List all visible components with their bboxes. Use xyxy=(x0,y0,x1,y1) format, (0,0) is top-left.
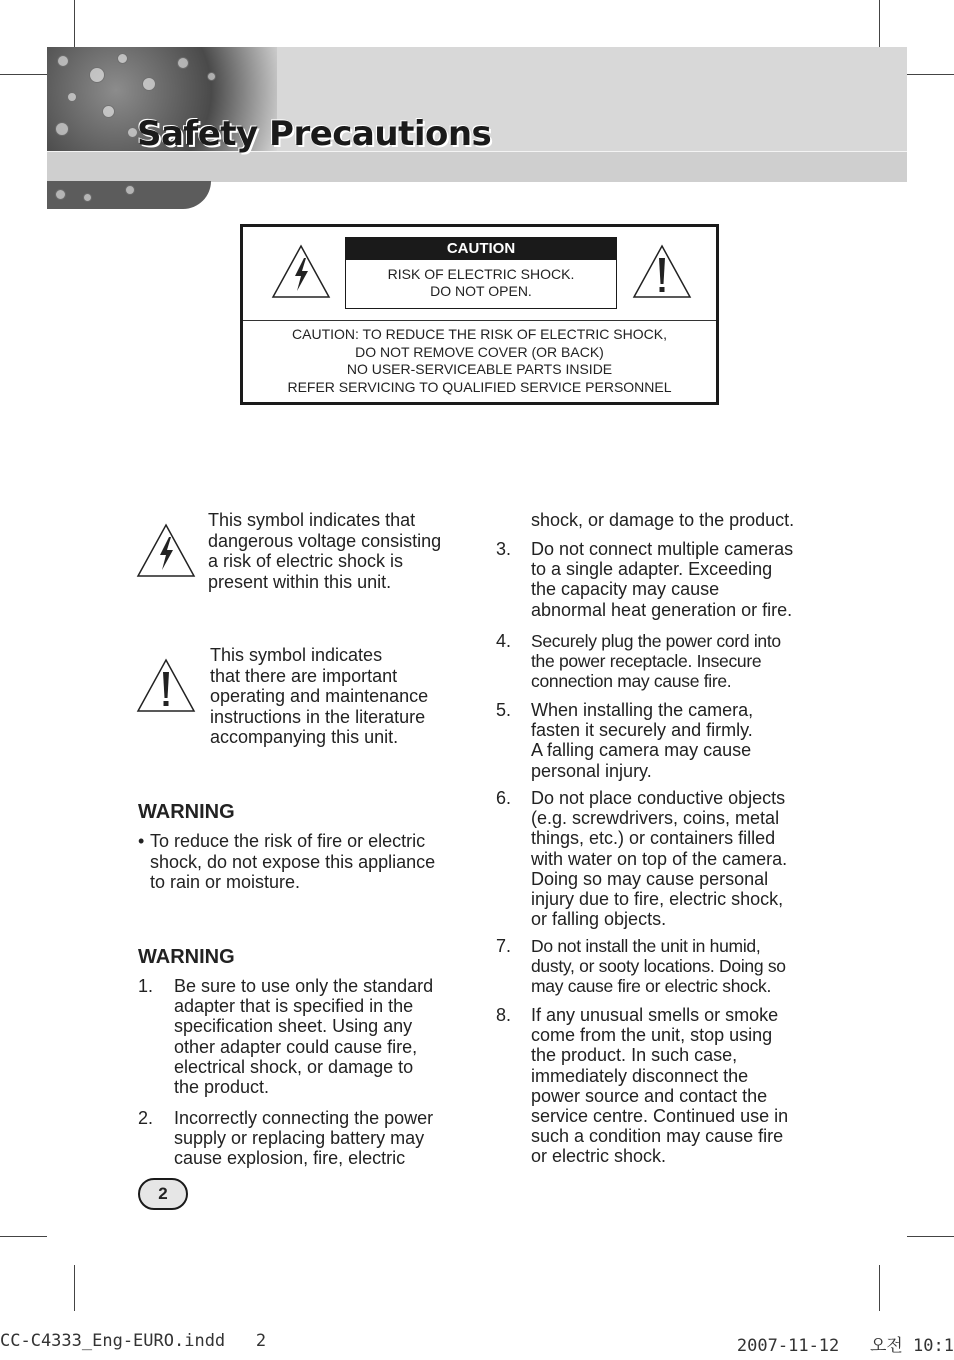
text-line: Incorrectly connecting the power xyxy=(174,1108,434,1128)
crop-mark xyxy=(74,1265,75,1311)
text-line: electrical shock, or damage to xyxy=(174,1056,414,1077)
symbol-description xyxy=(210,645,428,748)
text-line: to a single adapter. Exceeding xyxy=(531,559,773,580)
text-line: shock, or damage to the product. xyxy=(531,510,795,530)
text-line: This symbol indicates xyxy=(210,645,383,665)
text-line: Do not connect multiple cameras xyxy=(531,539,794,559)
caution-label xyxy=(240,224,719,405)
crop-mark xyxy=(0,74,47,75)
warning-bullet-text xyxy=(150,831,435,893)
caution-lower-line: DO NOT REMOVE COVER (OR BACK) xyxy=(355,343,604,360)
caution-inner-box xyxy=(345,237,617,309)
text-line: (e.g. screwdrivers, coins, metal xyxy=(531,808,780,829)
text-line: other adapter could cause fire, xyxy=(174,1036,418,1057)
header-band xyxy=(47,151,907,182)
text-line: come from the unit, stop using xyxy=(531,1025,773,1046)
exclamation-warning-icon xyxy=(136,658,196,713)
text-line: dusty, or sooty locations. Doing so xyxy=(531,956,786,977)
text-line: present within this unit. xyxy=(208,571,392,592)
caution-label-top xyxy=(243,227,716,321)
crop-mark xyxy=(0,1236,47,1237)
list-item xyxy=(174,976,433,1097)
list-item xyxy=(531,631,781,692)
crop-mark xyxy=(879,0,880,47)
text-line: When installing the camera, xyxy=(531,700,754,720)
text-line: personal injury. xyxy=(531,760,652,781)
text-line: Do not install the unit in humid, xyxy=(531,936,761,956)
crop-mark xyxy=(879,1265,880,1311)
text-line: such a condition may cause fire xyxy=(531,1126,784,1147)
caution-lower-text xyxy=(243,326,716,396)
caution-heading: CAUTION xyxy=(346,238,616,260)
page-title: Safety Precautions xyxy=(137,114,492,154)
page-number: 2 xyxy=(138,1178,188,1210)
list-item xyxy=(531,539,793,620)
list-item-number: 8. xyxy=(496,1005,512,1025)
print-slug-right: 2007-11-12 오전 10:1 xyxy=(736,1336,954,1356)
text-line: immediately disconnect the xyxy=(531,1065,749,1086)
text-line: the product. In such case, xyxy=(531,1045,738,1066)
text-line: operating and maintenance xyxy=(210,686,429,707)
list-item-number: 7. xyxy=(496,936,512,956)
text-line: instructions in the literature xyxy=(210,706,426,727)
text-line: with water on top of the camera. xyxy=(531,848,788,869)
text-line: injury due to fire, electric shock, xyxy=(531,889,784,910)
list-item-number: 5. xyxy=(496,700,512,720)
list-item xyxy=(531,700,753,781)
text-line: that there are important xyxy=(210,665,398,686)
text-line: To reduce the risk of fire or electric xyxy=(150,831,426,851)
text-line: may cause fire or electric shock. xyxy=(531,976,772,997)
text-line: things, etc.) or containers filled xyxy=(531,828,776,849)
text-line: Be sure to use only the standard xyxy=(174,976,434,996)
text-line: Doing so may cause personal xyxy=(531,868,769,889)
text-line: Do not place conductive objects xyxy=(531,788,786,808)
list-item-number: 3. xyxy=(496,539,512,559)
list-item xyxy=(174,1108,433,1169)
list-item-number: 6. xyxy=(496,788,512,808)
exclamation-warning-icon xyxy=(632,244,692,299)
caution-line: RISK OF ELECTRIC SHOCK. xyxy=(387,266,575,282)
caution-lower-line: REFER SERVICING TO QUALIFIED SERVICE PERSONNEL xyxy=(287,378,672,395)
text-line: cause explosion, fire, electric xyxy=(174,1148,406,1169)
crop-mark xyxy=(907,1236,954,1237)
list-item-number: 2. xyxy=(138,1108,154,1128)
text-line: power source and contact the xyxy=(531,1085,768,1106)
symbol-description xyxy=(208,510,441,592)
list-item-number: 1. xyxy=(138,976,154,996)
text-line: Securely plug the power cord into xyxy=(531,631,781,651)
caution-lower-line: CAUTION: TO REDUCE THE RISK OF ELECTRIC SHOCK, xyxy=(292,326,667,342)
caution-lower-line: NO USER-SERVICEABLE PARTS INSIDE xyxy=(346,361,613,377)
text-line: or electric shock. xyxy=(531,1146,667,1167)
caution-line: DO NOT OPEN. xyxy=(430,283,532,299)
text-line: shock, do not expose this appliance xyxy=(150,851,436,872)
text-line: or falling objects. xyxy=(531,909,667,930)
warning-heading: WARNING xyxy=(138,946,235,968)
list-item xyxy=(531,1005,788,1167)
text-line: A falling camera may cause xyxy=(531,740,752,761)
lightning-warning-icon xyxy=(136,523,196,578)
warning-heading: WARNING xyxy=(138,801,235,823)
list-item xyxy=(531,936,786,997)
text-line: connection may cause fire. xyxy=(531,671,732,692)
text-line: dangerous voltage consisting xyxy=(208,530,442,551)
text-line: the product. xyxy=(174,1077,270,1098)
text-line: a risk of electric shock is xyxy=(208,551,404,572)
text-line: supply or replacing battery may xyxy=(174,1128,425,1149)
text-line: service centre. Continued use in xyxy=(531,1106,789,1127)
text-line: abnormal heat generation or fire. xyxy=(531,599,793,620)
text-line: This symbol indicates that xyxy=(208,510,416,530)
text-line: the power receptacle. Insecure xyxy=(531,651,762,672)
text-line: If any unusual smells or smoke xyxy=(531,1005,779,1025)
lightning-warning-icon xyxy=(271,244,331,299)
list-item xyxy=(531,788,787,929)
text-line: adapter that is specified in the xyxy=(174,996,414,1017)
text-line: specification sheet. Using any xyxy=(174,1016,413,1037)
list-item-continuation xyxy=(531,510,794,530)
text-line: the capacity may cause xyxy=(531,579,720,600)
header-tab xyxy=(47,181,211,209)
bullet-mark: • xyxy=(138,831,145,851)
text-line: fasten it securely and firmly. xyxy=(531,720,753,741)
print-slug-left: CC-C4333_Eng-EURO.indd 2 xyxy=(0,1331,267,1351)
crop-mark xyxy=(74,0,75,47)
list-item-number: 4. xyxy=(496,631,512,651)
text-line: to rain or moisture. xyxy=(150,872,301,893)
text-line: accompanying this unit. xyxy=(210,727,399,748)
crop-mark xyxy=(907,74,954,75)
